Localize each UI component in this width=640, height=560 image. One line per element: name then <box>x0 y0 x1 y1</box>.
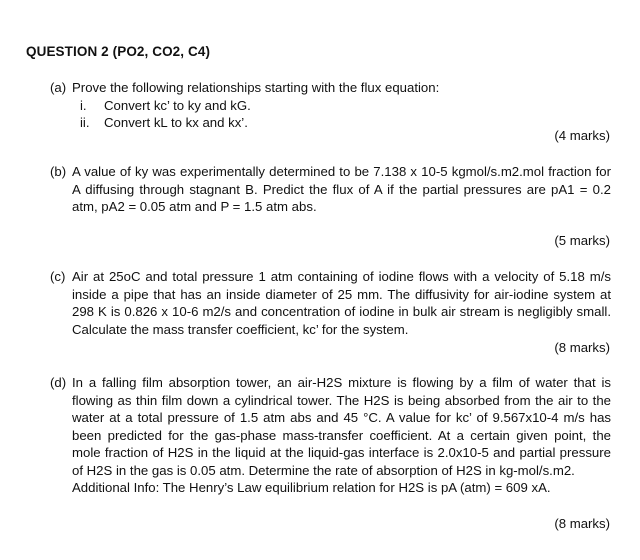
part-a-item <box>80 97 611 115</box>
part-d-body <box>72 374 611 497</box>
part-a-item <box>80 114 611 132</box>
part-a <box>50 79 611 132</box>
part-b-label: (b) <box>50 164 67 179</box>
part-a-item-text: Convert kL to kx and kx’. <box>104 115 248 130</box>
part-d-marks: (8 marks) <box>554 516 610 531</box>
part-c-body: Air at 25oC and total pressure 1 atm containing of iodine flows with a velocity of 5.18 m/s inside a pipe that has an inside diameter of 25 mm. The diffusivity for air-iodine system at 298 K is 0.826 x 10-6 m2/s and concentration of iodine in bulk air stream is negligibly small. Calculate the mass transfer coefficient, kc’ for the system. <box>72 269 611 337</box>
part-d-label: (d) <box>50 375 67 390</box>
part-a-body <box>72 79 611 132</box>
part-a-marks: (4 marks) <box>554 128 610 143</box>
part-d-additional-info: Additional Info: The Henry’s Law equilibrium relation for H2S is pA (atm) = 609 xA. <box>72 480 551 495</box>
question-title: QUESTION 2 (PO2, CO2, C4) <box>26 44 211 59</box>
part-a-intro: Prove the following relationships starting with the flux equation: <box>72 80 440 95</box>
part-a-item-text: Convert kc’ to ky and kG. <box>104 97 251 113</box>
part-c-label: (c) <box>50 269 66 284</box>
part-b <box>50 163 611 216</box>
part-a-item-num: i. <box>80 97 87 113</box>
part-d <box>50 374 611 497</box>
part-a-item-num: ii. <box>80 115 90 130</box>
part-c <box>50 268 611 338</box>
part-a-label: (a) <box>50 80 67 95</box>
part-b-body: A value of ky was experimentally determined to be 7.138 x 10-5 kgmol/s.m2.mol fraction for A diffusing through stagnant B. Predict the flux of A if the partial pressures are pA1 = 0.2 atm, pA2 = 0.05 atm and P = 1.5 atm abs. <box>72 164 611 214</box>
part-d-text: In a falling film absorption tower, an air-H2S mixture is flowing by a film of water that is flowing as thin film down a cylindrical tower. The H2S is being absorbed from the air to the water at a total pressure of 1.5 atm abs and 45 °C. A value for kc’ of 9.567x10-4 m/s has been predicted for the gas-phase mass-transfer coefficient. At a certain given point, the mole fraction of H2S in the liquid at the liquid-gas interface is 2.0x10-5 and partial pressure of H2S in the gas is 0.05 atm. Determine the rate of absorption of H2S in kg-mol/s.m2. <box>72 375 611 478</box>
part-b-marks: (5 marks) <box>554 233 610 248</box>
part-a-list <box>80 97 611 132</box>
part-c-marks: (8 marks) <box>554 340 610 355</box>
